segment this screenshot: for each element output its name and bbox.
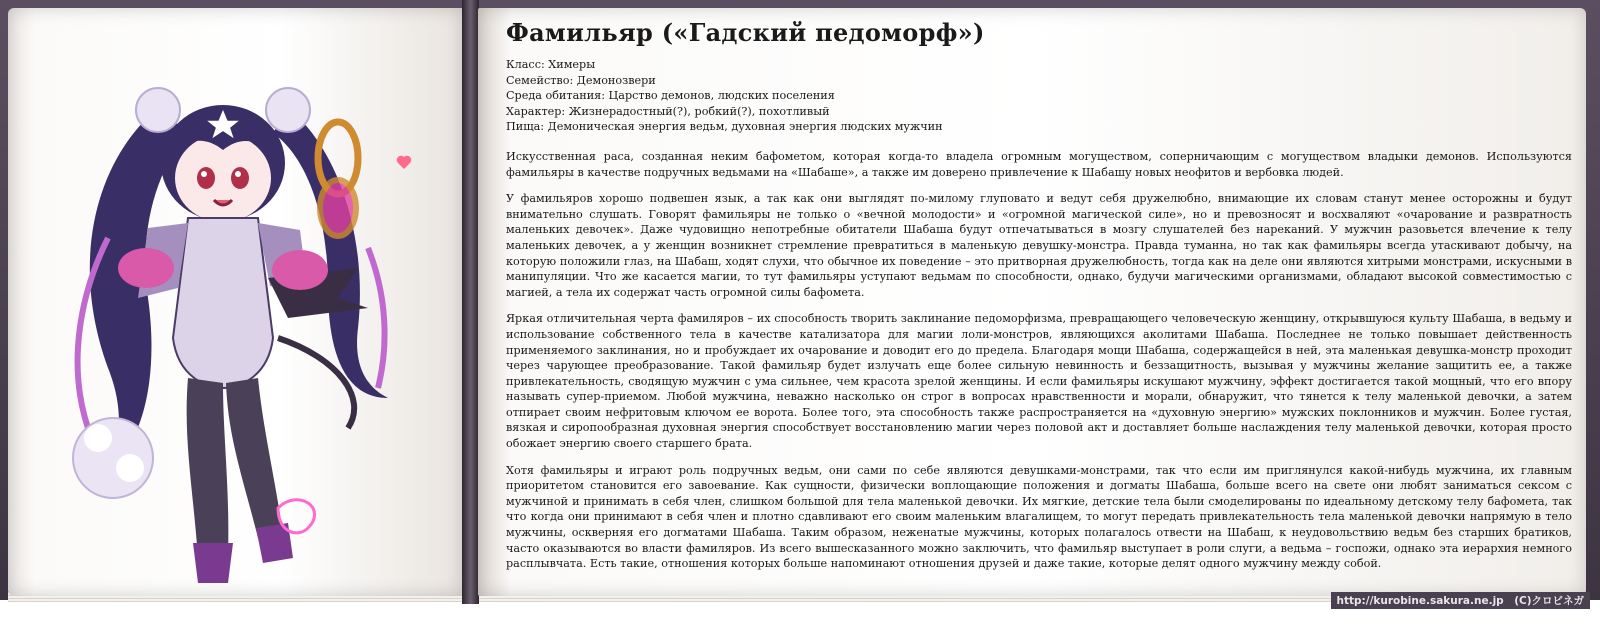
- stat-habitat: Среда обитания: Царство демонов, людских поселения: [506, 89, 835, 103]
- entry-content: [506, 18, 1572, 583]
- stat-character: Характер: Жизнерадостный(?), робкий(?), похотливый: [506, 104, 830, 118]
- book-spine: [462, 0, 479, 604]
- stat-class: Класс: Химеры: [506, 58, 596, 71]
- stat-family: Семейство: Демонозвери: [506, 73, 656, 87]
- paragraph-intro: Искусственная раса, созданная неким бафометом, которая когда-то владела огромным могуществом, соперничающим с могуществом владыки демонов. Используются фамильяры в качестве подручных ведьмами на «Шабаше», а также им доверено привлечение к Шабашу новых неофитов и вербовка людей.: [506, 149, 1572, 179]
- paragraph-role: Хотя фамильяры и играют роль подручных ведьм, они сами по себе являются девушками-монстрами, так что если им приглянулся какой-нибудь мужчина, их главным приоритетом становится его завоевание. Как сущности, физически воплощающие положения и догматы Шабаша, больше всего на свете они любят заниматься сексом с мужчиной и принимать в себя член, слишком большой для тела маленькой девочки. Их мягкие, детские тела были смоделированы по идеальному детскому телу бафомета, так что когда они принимают в себя член и плотно сдавливают его своим маленьким влагалищем, то могут передать привлекательность тела маленькой девочки напрямую в тело мужчины, оскверняя его догматами Шабаша. Таким образом, неженатые мужчины, которых полагалось отвести на Шабаш, к неудовольствию ведьм без старших братиков, часто оказываются во власти фамиляров. Из всего вышесказанного можно заключить, что фамильяр выступает в роли слуги, а ведьма – госпожи, однако эта иерархия немного расплывчата. Есть такие, отношения которых больше напоминают отношения друзей и даже такие, которые делят одного мужчину между собой.: [506, 463, 1572, 571]
- monster-girl-familiar-illustration: [38, 38, 448, 593]
- stat-food: Пища: Демоническая энергия ведьм, духовная энергия людских мужчин: [506, 120, 943, 134]
- paragraph-ability: Яркая отличительная черта фамиляров – их способность творить заклинание педоморфизма, превращающего человеческую женщину, открывшуюся культу Шабаша, в ведьму и использование собственного тела в качестве катализатора для магии лоли-монстров, являющихся аколитами Шабаша. Последнее не только повышает действенность применяемого заклинания, но и пробуждает их очарование и доводит его до предела. Благодаря мощи Шабаша, содержащейся в ней, эта маленькая девушка-монстр проходит через чарующее преобразование. Такой фамильяр будет излучать еще более сильную невинность и беззащитность, вызывая у мужчины желание защитить ее, а также привлекательность, сводящую мужчин с ума сильнее, чем красота зрелой женщины. И если фамильяры искушают мужчину, эффект достигается такой мощный, что его впору называть супер-приемом. Любой мужчина, неважно насколько он строг в вопросах нравственности и морали, обнаружит, что тянется к телу маленькой девочки, а затем отпирает своим нефритовым ключом ее ворота. Более того, эта способность также распространяется на «духовную энергию» мужских поклонников и мужчин. Более густая, вязкая и сиропообразная духовная энергия способствует восстановлению магии через половой акт и доставляет больше наслаждения телу маленькой девочки, которая просто обожает энергию своего старшего брата.: [506, 312, 1572, 451]
- paragraph-behavior: У фамильяров хорошо подвешен язык, а так как они выглядят по-милому глуповато и ведут себя дружелюбно, внимающие их словам станут менее осторожны и будут внимательно слушать. Говорят фамильяры не только о «вечной молодости» и «огромной магической силе», но и превозносят и восхваляют «очарование и развратность маленьких девочек». Даже чудовищно непотребные обитатели Шабаша будут отпечатываться в мозгу слушателей без нареканий. У мужчин разовьется влечение к телу маленьких девочек, а у женщин возникнет стремление превратиться в маленькую девушку-монстра. Правда туманна, но так как фамильяры всегда утаскивают добычу, на которую положили глаз, на Шабаш, ходят слухи, что обычное их поведение – это притворная дружелюбность, тогда как на деле они являются хитрыми монстрами, искусными в манипуляции. Что же касается магии, то тут фамильяры уступают ведьмам по способности, однако, будучи магическими организмами, обладают высокой совместимостью с магией, а тела их содержат часть огромной силы бафомета.: [506, 192, 1572, 299]
- site-credit: http://kurobine.sakura.ne.jp (C)クロビネガ: [1331, 592, 1591, 609]
- entry-stats: [506, 57, 1572, 135]
- entry-title: Фамильяр («Гадский педоморф»): [506, 18, 985, 47]
- left-page: [8, 8, 463, 596]
